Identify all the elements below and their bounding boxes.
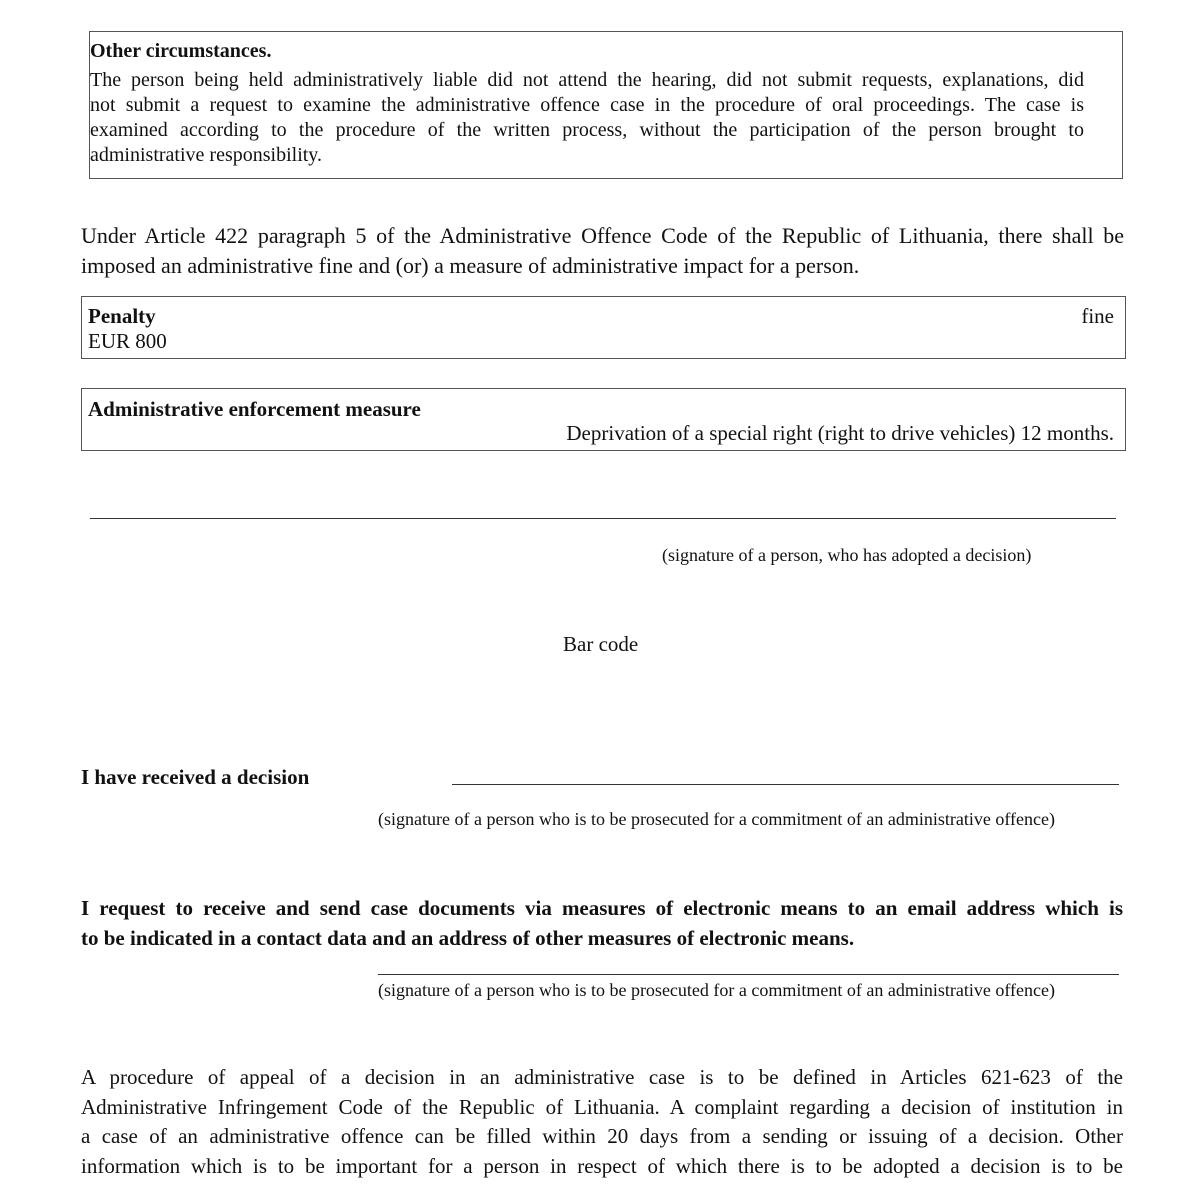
penalty-amount: EUR 800 xyxy=(88,329,167,353)
appeal-line: Administrative Infringement Code of the Republic of Lithuania. A complaint regarding a decision of institution in xyxy=(81,1095,1123,1119)
article-paragraph-line: Under Article 422 paragraph 5 of the Administrative Offence Code of the Republic of Lithuania, there shall be xyxy=(81,223,1124,248)
enforcement-label: Administrative enforcement measure xyxy=(88,397,421,421)
other-circumstances-line: The person being held administratively liable did not attend the hearing, did not submit requests, explanations, did xyxy=(90,69,1084,91)
electronic-request-line: I request to receive and send case documents via measures of electronic means to an email address which is xyxy=(81,896,1123,920)
other-circumstances-line: not submit a request to examine the administrative offence case in the procedure of oral proceedings. The case is xyxy=(90,94,1084,116)
appeal-line: a case of an administrative offence can be filled within 20 days from a sending or issuing of a decision. Other xyxy=(81,1124,1123,1148)
received-signature-caption: (signature of a person who is to be prosecuted for a commitment of an administrative offence) xyxy=(378,809,1055,829)
other-circumstances-line: examined according to the procedure of the written process, without the participation of the person brought to xyxy=(90,119,1084,141)
penalty-label: Penalty xyxy=(88,304,156,328)
other-circumstances-title: Other circumstances. xyxy=(90,40,272,62)
article-paragraph-line: imposed an administrative fine and (or) a measure of administrative impact for a person. xyxy=(81,253,860,278)
penalty-box xyxy=(81,296,1126,359)
electronic-request-signature-line xyxy=(378,974,1119,975)
electronic-request-line: to be indicated in a contact data and an address of other measures of electronic means. xyxy=(81,926,855,950)
enforcement-value: Deprivation of a special right (right to drive vehicles) 12 months. xyxy=(566,421,1114,445)
other-circumstances-line: administrative responsibility. xyxy=(90,144,323,166)
decision-signature-line xyxy=(90,518,1116,519)
received-decision-label: I have received a decision xyxy=(81,765,310,789)
appeal-line: information which is to be important for a person in respect of which there is to be adopted a decision is to be xyxy=(81,1154,1123,1178)
electronic-request-caption: (signature of a person who is to be prosecuted for a commitment of an administrative offence) xyxy=(378,980,1055,1000)
appeal-line: A procedure of appeal of a decision in an administrative case is to be defined in Articles 621-623 of the xyxy=(81,1065,1123,1089)
barcode-label: Bar code xyxy=(563,632,639,656)
decision-signature-caption: (signature of a person, who has adopted a decision) xyxy=(662,545,1032,565)
received-signature-line xyxy=(452,784,1119,785)
penalty-type: fine xyxy=(1081,304,1114,328)
